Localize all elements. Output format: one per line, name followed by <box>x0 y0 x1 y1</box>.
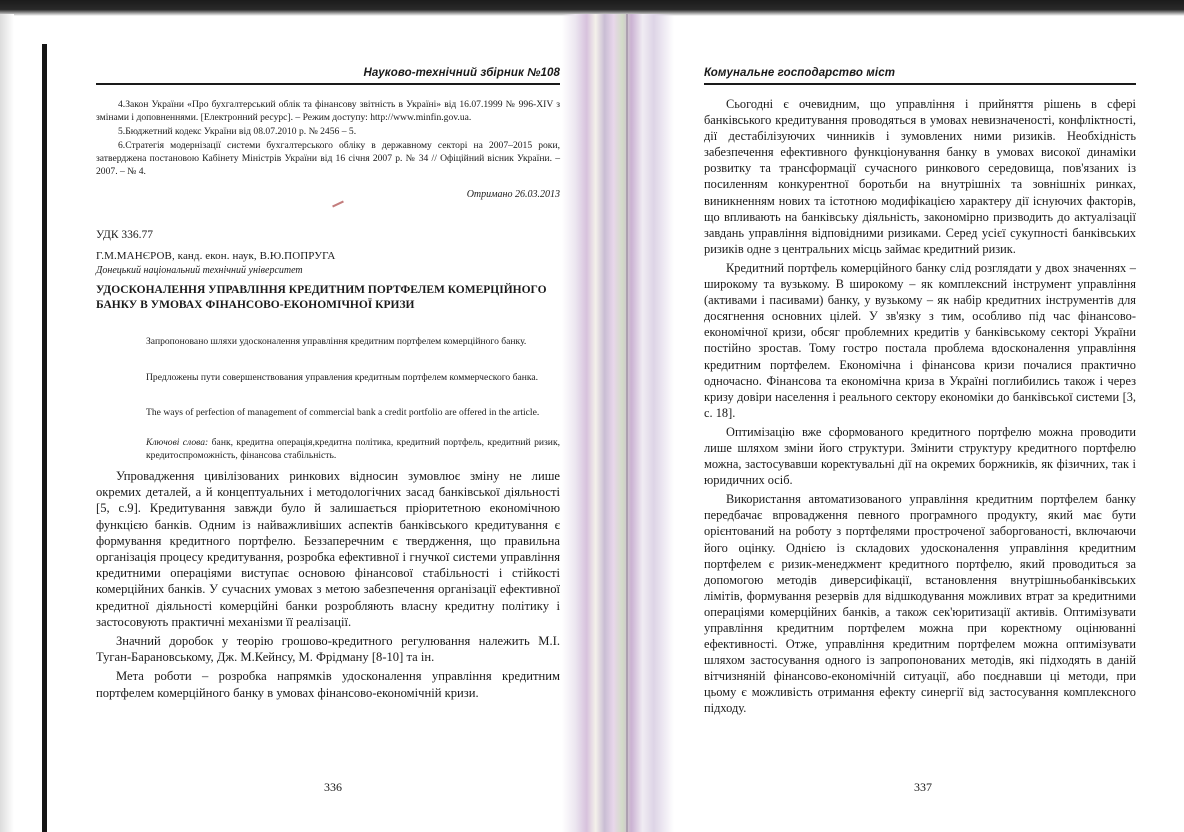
pen-mark <box>332 201 344 208</box>
keywords-text: банк, кредитна операція,кредитна політика, кредитний портфель, кредитний ризик, кредитоспроможність, фінансова стабільність. <box>146 437 561 461</box>
received-date: Отримано 26.03.2013 <box>466 189 560 200</box>
abstract-text: The ways of perfection of management of commercial bank a credit portfolio are offered in the article. <box>146 407 540 418</box>
keywords <box>146 436 560 462</box>
body-paragraph: Сьогодні є очевидним, що управління і прийняття рішень в сфері банківського кредитування проводяться в умовах невизначеності, конфліктності, дії дестабілізуючих чинників і зумовлених ними ризиків. Необхідність забезпечення ефективного функціонування банку в умовах високої динаміки розвитку та трансформації сучасного ринкового середовища, пов'язаних із посиленням конкурентної боротьби на внутрішніх та зовнішніх ринках, виникненням нових та істотною модифікацією характеру дії існуючих факторів, що впливають на банківську діяльність, закономірно призводить до актуалізації завдань управління відповідними ризиками. Серед усієї сукупності банківських ризиків одне з центральних місць займає кредитний ризик. <box>704 97 1136 256</box>
body-paragraph: Упровадження цивілізованих ринкових відносин зумовлює зміну не лише окремих деталей, а й концептуальних і методологічних засад банківської діяльності [5, с.9]. Кредитування завжди було й залишається пріоритетною економічною функцією банків. Одним із найважливіших аспектів банківського кредитування є формування кредитного портфелю. Беззаперечним є твердження, що правильна організація процесу кредитування, розробка ефективної і гнучкої системи управління кредитними операціями виступає основою фінансової стабільності і стійкості комерційних банків. У сучасних умовах з метою забезпечення організації ефективної кредитної діяльності комерційні банки розробляють власну кредитну політику і застосовують практичні механізми її реалізації. <box>96 469 560 629</box>
body-paragraph: Кредитний портфель комерційного банку слід розглядати у двох значеннях – широкому та вузькому. В широкому – як комплексний інструмент управління (активами і пасивами) банку, у вузькому – як набір кредитних інструментів для досягнення основних цілей. У зв'язку з тим, особливо під час фінансово-економічної кризи, обсяг проблемних кредитів у банківському секторі України постійно зростав. Тому гостро постала проблема вдосконалення управління кредитним портфелем. Економічна і фінансова кризи почалися практично одночасно. Фінансова та економічна криза в Україні поглибились також і через кризу довіри населення і реального сектору економіки до банківської системи [3, с. 18]. <box>704 260 1136 420</box>
article-title: УДОСКОНАЛЕННЯ УПРАВЛІННЯ КРЕДИТНИМ ПОРТФЕЛЕМ КОМЕРЦІЙНОГО БАНКУ В УМОВАХ ФІНАНСОВО-ЕКОНОМІЧНОЇ КРИЗИ <box>96 284 547 311</box>
right-running-header: Комунальне господарство міст <box>704 67 896 79</box>
right-page <box>704 0 1136 832</box>
article-authors: Г.М.МАНЄРОВ, канд. екон. наук, В.Ю.ПОПРУГА <box>96 250 336 262</box>
left-header-rule <box>96 83 560 85</box>
right-body-text <box>704 96 1136 720</box>
keywords-label: Ключові слова: <box>146 437 209 448</box>
page-edge-bar <box>42 44 47 832</box>
abstract-text: Запропоновано шляхи удосконалення управління кредитним портфелем комерційного банку. <box>146 336 527 347</box>
left-running-header: Науково-технічний збірник №108 <box>363 67 560 79</box>
udk-code: УДК 336.77 <box>96 229 153 241</box>
page-number-right: 337 <box>914 780 932 794</box>
author-affiliation: Донецький національний технічний університет <box>96 265 303 276</box>
body-paragraph: Значний доробок у теорію грошово-кредитного регулювання належить М.І. Туган-Барановському, Дж. М.Кейнсу, М. Фрідману [8-10] та ін. <box>96 634 560 665</box>
body-paragraph: Оптимізацію вже сформованого кредитного портфелю можна проводити лише шляхом зміни його структури. Змінити структуру кредитного портфелю можна, застосувавши коректувальні дії на окремих боржників, як фізичних, так і юридичних осіб. <box>704 424 1136 488</box>
abstract-english <box>146 406 560 419</box>
right-header-rule <box>704 83 1136 85</box>
reference-item: 5.Бюджетний кодекс України від 08.07.2010 р. № 2456 – 5. <box>118 126 357 137</box>
book-gutter <box>562 14 674 832</box>
reference-list <box>96 98 560 179</box>
scanner-left-edge <box>0 14 14 832</box>
abstract-ukrainian <box>146 335 560 348</box>
abstract-text: Предложены пути совершенствования управления кредитным портфелем коммерческого банка. <box>146 372 539 383</box>
body-paragraph: Використання автоматизованого управління кредитним портфелем банку передбачає впровадження певного програмного продукту, який має бути орієнтований на роботу з портфелями простроченої заборгованості, включаючи його оцінку. Однією із складових удосконалення управління кредитним портфелем є ризик-менеджмент кредитного портфелю, який проводиться за допомогою методів диверсифікації, встановлення внутрішньобанківських лімітів, формування резервів для відшкодування можливих втрат за кредитними операціями комерційних банків, а також сек'юритизації активів. Оптимізувати управління кредитним портфелем можна при коректному оцінюванні ефективності. Отже, управління кредитним портфелем можна оптимізувати шляхом застосування одного із запропонованих методів, які підходять в даній вітчизняній фінансово-економічній ситуації, або поєднавши ці методи, при цьому є можливість отримання ефекту синергії від застосування комплексного підходу. <box>704 492 1136 716</box>
body-paragraph: Мета роботи – розробка напрямків удосконалення управління кредитним портфелем комерційного банку в умовах фінансово-економічній кризи. <box>96 669 560 700</box>
abstract-russian <box>146 371 560 384</box>
left-body-text <box>96 468 560 704</box>
left-page <box>96 0 560 832</box>
page-number-left: 336 <box>324 780 342 794</box>
reference-item: 4.Закон України «Про бухгалтерський облік та фінансову звітність в Україні» від 16.07.1999 № 996-XIV з змінами і доповненнями. [Електронний ресурс]. – Режим доступу: http://www.minfin.gov.ua. <box>96 99 560 123</box>
gutter-fold-line <box>626 14 628 832</box>
reference-item: 6.Стратегія модернізації системи бухгалтерського обліку в державному секторі на 2007–2015 роки, затверджена постановою Кабінету Міністрів України від 16 січня 2007 р. № 34 // Офіційний вісник України. – 2007. – № 4. <box>96 140 560 177</box>
